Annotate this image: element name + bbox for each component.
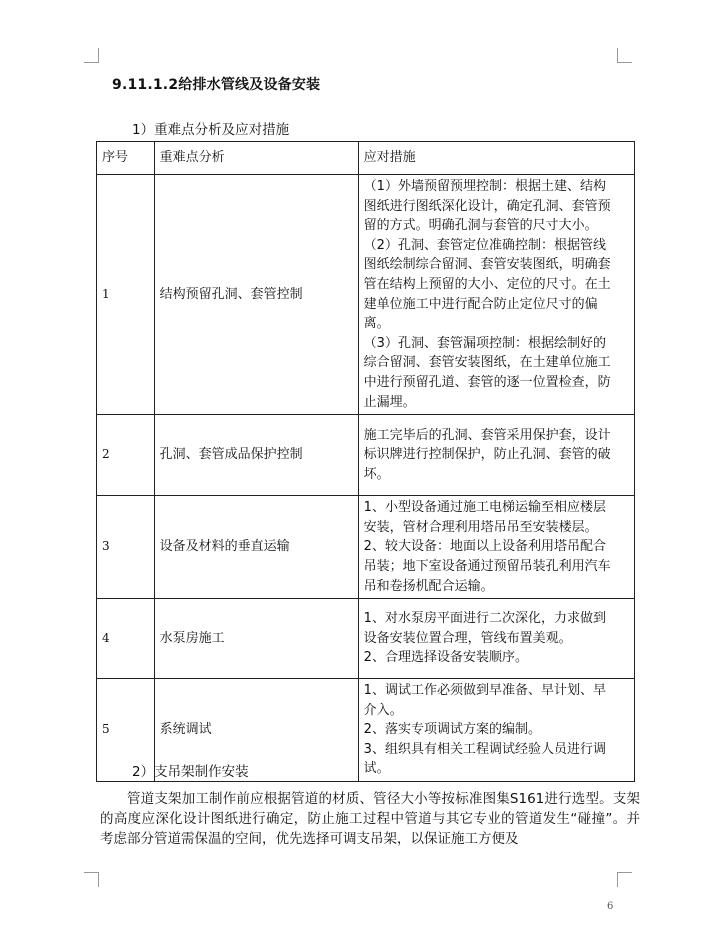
table-row — [97, 415, 635, 496]
measure-line: 吊和卷扬机配合运输。 — [363, 578, 494, 594]
measure-line: （2）孔洞、套管定位准确控制：根据管线 — [363, 237, 606, 253]
table-row — [97, 175, 635, 415]
subheading-supports: 2）支吊架制作安装 — [132, 764, 249, 780]
measure-line: 1、对水泵房平面进行二次深化，力求做到 — [363, 611, 606, 627]
measure-line: 设备安装位置合理，管线布置美观。 — [363, 630, 572, 646]
measure-line: （1）外墙预留预埋控制：根据土建、结构 — [363, 179, 606, 194]
subheading-difficulties: 1）重难点分析及应对措施 — [132, 122, 290, 138]
header-difficulty: 重难点分析 — [154, 142, 358, 175]
section-heading: 9.11.1.2给排水管线及设备安装 — [112, 77, 321, 93]
measure-line: 施工完毕后的孔洞、套管采用保护套，设计 — [363, 427, 611, 443]
row-difficulty: 水泵房施工 — [154, 599, 358, 679]
measure-line: 止漏埋。 — [363, 394, 416, 410]
row-measures — [358, 415, 634, 496]
row-difficulty: 系统调试 — [154, 679, 358, 782]
measure-line: 图纸绘制综合留洞、套管安装图纸，明确套 — [363, 257, 611, 273]
row-difficulty: 孔洞、套管成品保护控制 — [154, 415, 358, 496]
row-number: 4 — [97, 599, 155, 679]
row-difficulty: 设备及材料的垂直运输 — [154, 496, 358, 599]
row-measures — [358, 679, 634, 782]
measure-line: 介入。 — [363, 702, 403, 718]
body-paragraph: 管道支架加工制作前应根据管道的材质、管径大小等按标准图集S161进行选型。支架的高度应深化设计图纸进行确定，防止施工过程中管道与其它专业的管道发生“碰撞”。并考虑部分管道需保温的空间，优先选择可调支吊架，以保证施工方便及 — [100, 791, 640, 847]
measure-line: 3、组织具有相关工程调试经验人员进行调 — [363, 741, 606, 757]
measure-line: 安装，管材合理利用塔吊吊至安装楼层。 — [363, 519, 598, 535]
table-row — [97, 599, 635, 679]
crop-mark-top-left — [84, 48, 99, 63]
row-number: 3 — [97, 496, 155, 599]
measure-line: 2、合理选择设备安装顺序。 — [363, 650, 528, 666]
measure-line: 管在结构上预留的大小、定位的尺寸。在土 — [363, 276, 611, 292]
row-measures — [358, 496, 634, 599]
measure-line: 综合留洞、套管安装图纸，在土建单位施工 — [363, 355, 611, 371]
row-number: 5 — [97, 679, 155, 782]
measure-line: 1、小型设备通过施工电梯运输至相应楼层 — [363, 500, 606, 516]
header-number: 序号 — [97, 142, 155, 175]
measure-line: 试。 — [363, 761, 390, 777]
row-measures — [358, 175, 634, 415]
measure-line: 2、较大设备：地面以上设备利用塔吊配合 — [363, 539, 606, 555]
measure-line: 2、落实专项调试方案的编制。 — [363, 722, 541, 738]
difficulty-table — [96, 141, 635, 782]
row-number: 1 — [97, 175, 155, 415]
measure-line: 图纸进行图纸深化设计，确定孔洞、套管预 — [363, 198, 611, 214]
measure-line: 1、调试工作必须做到早准备、早计划、早 — [363, 683, 606, 699]
measure-line: 吊装；地下室设备通过预留吊装孔利用汽车 — [363, 558, 611, 574]
measure-line: 中进行预留孔道、套管的逐一位置检查，防 — [363, 374, 611, 390]
row-difficulty: 结构预留孔洞、套管控制 — [154, 175, 358, 415]
table-row — [97, 496, 635, 599]
measure-line: 坏。 — [363, 466, 390, 482]
header-measures: 应对措施 — [358, 142, 634, 175]
crop-mark-bottom-right — [617, 872, 632, 887]
measure-line: 标识牌进行控制保护，防止孔洞、套管的破 — [363, 447, 611, 463]
page-number: 6 — [607, 901, 614, 912]
row-measures — [358, 599, 634, 679]
measure-line: 留的方式。明确孔洞与套管的尺寸大小。 — [363, 218, 598, 234]
measure-line: （3）孔洞、套管漏项控制：根据绘制好的 — [363, 335, 606, 351]
measure-line: 离。 — [363, 316, 390, 332]
row-number: 2 — [97, 415, 155, 496]
table-header-row — [97, 142, 635, 175]
crop-mark-top-right — [617, 48, 632, 63]
crop-mark-bottom-left — [84, 872, 99, 887]
measure-line: 建单位施工中进行配合防止定位尺寸的偏 — [363, 296, 598, 312]
